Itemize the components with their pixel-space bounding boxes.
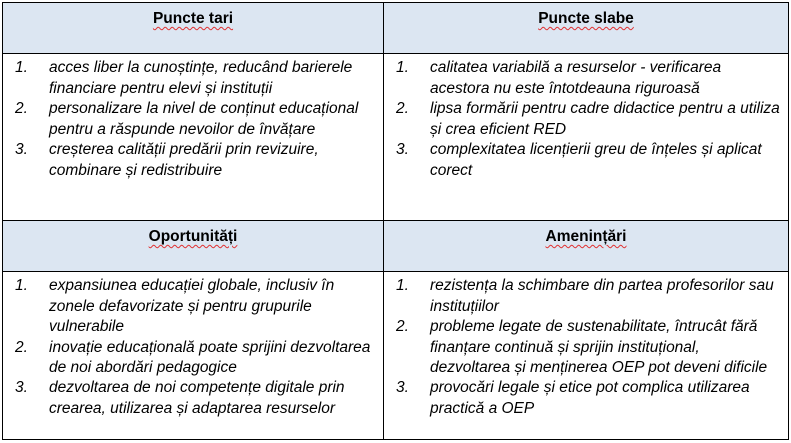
- item-number: 3.: [396, 379, 409, 397]
- weaknesses-title: Puncte slabe: [538, 10, 634, 27]
- strengths-cell: [3, 54, 384, 221]
- item-number: 2.: [396, 318, 409, 336]
- body-row-bottom: [3, 272, 789, 440]
- list-item: [384, 140, 784, 181]
- opportunities-header-cell: [3, 220, 384, 271]
- item-number: 1.: [396, 59, 409, 77]
- list-item: [3, 276, 379, 337]
- threats-title: Amenințări: [545, 227, 627, 245]
- item-number: 2.: [15, 338, 28, 356]
- weaknesses-header-cell: [384, 3, 789, 54]
- header-row-top: [3, 3, 789, 54]
- body-row-top: [3, 54, 789, 221]
- item-number: 2.: [15, 100, 28, 118]
- list-item: [3, 140, 379, 181]
- list-item: [384, 276, 784, 317]
- item-text: personalizare la nivel de conținut educațional pentru a răspunde nevoilor de învățare: [49, 100, 359, 138]
- item-text: probleme legate de sustenabilitate, întrucât fără finanțare continuă și sprijin instituțional, dezvoltarea și menținerea OEP pot deveni dificile: [430, 318, 768, 377]
- opportunities-cell: [3, 272, 384, 440]
- item-text: creșterea calității predării prin revizuire, combinare și redistribuire: [49, 141, 319, 179]
- item-number: 3.: [15, 379, 28, 397]
- item-number: 1.: [15, 59, 28, 77]
- list-item: [3, 99, 379, 140]
- item-text: complexitatea licențierii greu de înțeles și aplicat corect: [430, 141, 762, 179]
- weaknesses-cell: [384, 54, 789, 221]
- item-number: 3.: [396, 141, 409, 159]
- list-item: [384, 58, 784, 99]
- list-item: [3, 378, 379, 419]
- threats-cell: [384, 272, 789, 440]
- threats-header-cell: [384, 220, 789, 271]
- item-text: dezvoltarea de noi competențe digitale prin crearea, utilizarea și adaptarea resurselor: [49, 379, 345, 417]
- opportunities-list: [3, 276, 383, 419]
- item-number: 2.: [396, 100, 409, 118]
- list-item: [384, 317, 784, 378]
- threats-list: [384, 276, 788, 419]
- header-row-bottom: [3, 220, 789, 271]
- strengths-list: [3, 58, 383, 180]
- item-text: inovație educațională poate sprijini dezvoltarea de noi abordări pedagogice: [49, 338, 371, 377]
- strengths-header-cell: [3, 3, 384, 54]
- item-text: expansiunea educației globale, inclusiv în zonele defavorizate și pentru grupurile vulnerabile: [49, 277, 335, 336]
- list-item: [3, 58, 379, 99]
- swot-table: [2, 2, 789, 440]
- list-item: [384, 99, 784, 140]
- list-item: [384, 378, 784, 419]
- opportunities-title: Oportunități: [148, 227, 238, 245]
- item-number: 3.: [15, 141, 28, 159]
- weaknesses-list: [384, 58, 788, 180]
- item-text: acces liber la cunoștințe, reducând barierele financiare pentru elevi și instituții: [49, 59, 353, 97]
- list-item: [3, 338, 379, 379]
- item-number: 1.: [15, 277, 28, 295]
- item-text: provocări legale și etice pot complica utilizarea practică a OEP: [430, 379, 750, 417]
- strengths-title: Puncte tari: [152, 10, 234, 27]
- item-text: rezistența la schimbare din partea profesorilor sau instituțiilor: [430, 277, 774, 315]
- item-text: calitatea variabilă a resurselor - verificarea acestora nu este întotdeauna riguroasă: [430, 59, 722, 97]
- item-text: lipsa formării pentru cadre didactice pentru a utiliza și crea eficient RED: [430, 100, 780, 138]
- item-number: 1.: [396, 277, 409, 295]
